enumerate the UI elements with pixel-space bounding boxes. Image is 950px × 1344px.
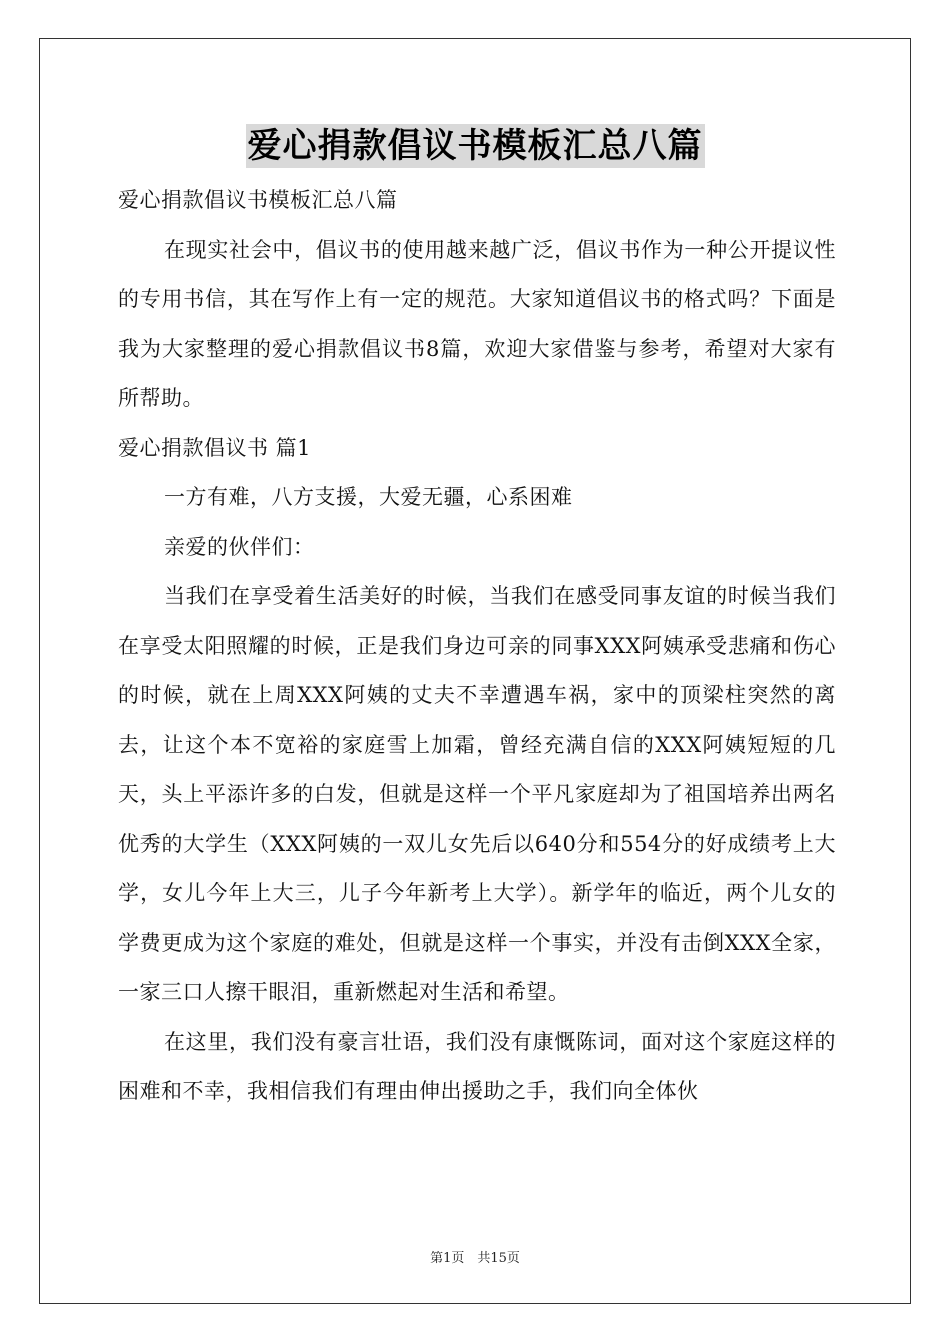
body-paragraph: 爱心捐款倡议书 篇1 — [118, 435, 312, 460]
document-title: 爱心捐款倡议书模板汇总八篇 — [247, 126, 703, 166]
page-footer: 第1页 共15页 — [430, 1251, 520, 1266]
body-paragraph: 爱心捐款倡议书模板汇总八篇 — [118, 188, 398, 212]
body-paragraph: 一方有难，八方支援，大爱无疆，心系困难 — [164, 485, 573, 509]
document-body — [118, 176, 836, 1117]
body-paragraph: 在现实社会中，倡议书的使用越来越广泛，倡议书作为一种公开提议性的专用书信，其在写作上有一定的规范。大家知道倡议书的格式吗？下面是我为大家整理的爱心捐款倡议书8篇，欢迎大家借鉴与参考，希望对大家有所帮助。 — [118, 237, 836, 410]
body-paragraph: 当我们在享受着生活美好的时候，当我们在感受同事友谊的时候当我们在享受太阳照耀的时候，正是我们身边可亲的同事XXX阿姨承受悲痛和伤心的时候，就在上周XXX阿姨的丈夫不幸遭遇车祸，家中的顶梁柱突然的离去，让这个本不宽裕的家庭雪上加霜，曾经充满自信的XXX阿姨短短的几天，头上平添许多的白发，但就是这样一个平凡家庭却为了祖国培养出两名优秀的大学生（XXX阿姨的一双儿女先后以640分和554分的好成绩考上大学，女儿今年上大三，儿子今年新考上大学）。新学年的临近，两个儿女的学费更成为这个家庭的难处，但就是这样一个事实，并没有击倒XXX全家，一家三口人擦干眼泪，重新燃起对生活和希望。 — [118, 584, 836, 1004]
body-paragraph: 在这里，我们没有豪言壮语，我们没有康慨陈词，面对这个家庭这样的困难和不幸，我相信我们有理由伸出援助之手，我们向全体伙 — [118, 1029, 836, 1103]
body-paragraph: 亲爱的伙伴们： — [164, 534, 315, 559]
title-container — [0, 124, 950, 168]
